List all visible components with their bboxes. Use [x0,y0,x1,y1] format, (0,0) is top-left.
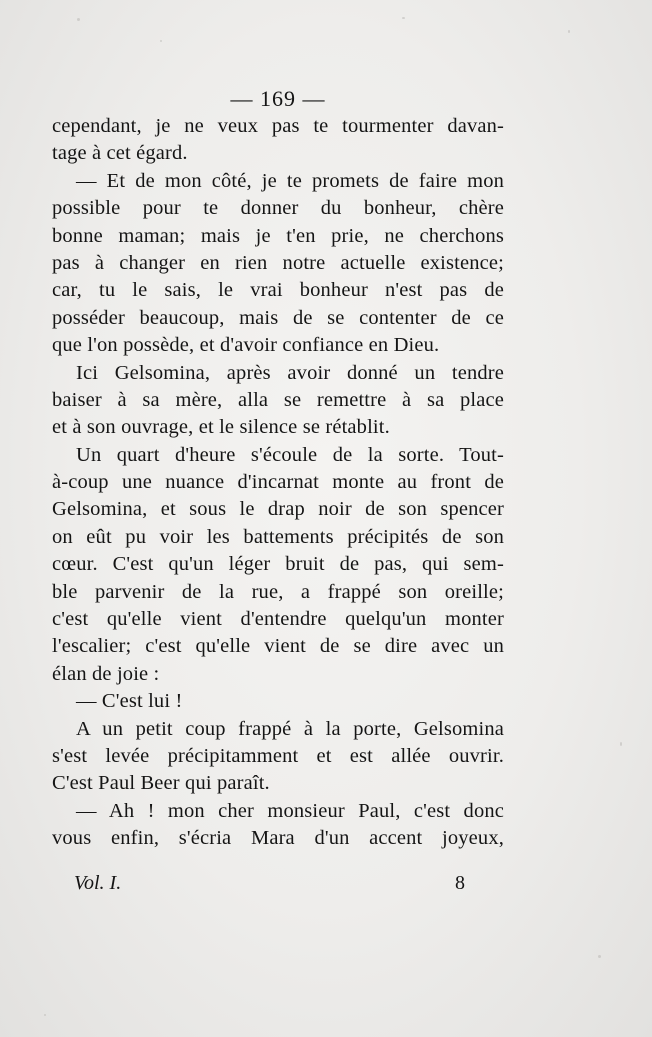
page-number: — 169 — [230,86,326,111]
text-line: bonne maman; mais je t'en prie, ne cherchons [52,224,504,247]
text-line: car, tu le sais, le vrai bonheur n'est pas de [52,279,504,302]
text-line: C'est Paul Beer qui paraît. [52,772,270,795]
paper-speck [620,742,622,746]
paper-speck [598,955,601,958]
text-line: que l'on possède, et d'avoir confiance en Dieu. [52,334,440,357]
paper-speck [44,1014,46,1016]
text-line: cœur. C'est qu'un léger bruit de pas, qui sem- [52,553,504,576]
text-line: Un quart d'heure s'écoule de la sorte. Tout- [76,443,504,466]
text-line: A un petit coup frappé à la porte, Gelsomina [76,717,504,740]
text-line: c'est qu'elle vient d'entendre quelqu'un monter [52,608,504,631]
text-line: et à son ouvrage, et le silence se rétablit. [52,416,390,439]
text-line: — Ah ! mon cher monsieur Paul, c'est donc [76,799,504,822]
text-line: l'escalier; c'est qu'elle vient de se dire avec un [52,635,504,658]
paragraph-lines [52,113,504,853]
paper-speck [568,30,570,33]
text-line: posséder beaucoup, mais de se contenter de ce [52,306,504,329]
text-line: Gelsomina, et sous le drap noir de son spencer [52,498,504,521]
text-line: s'est levée précipitamment et est allée ouvrir. [52,744,504,767]
text-line: à-coup une nuance d'incarnat monte au front de [52,471,504,494]
text-line: baiser à sa mère, alla se remettre à sa place [52,388,504,411]
page-text [52,86,504,853]
text-line: on eût pu voir les battements précipités de son [52,525,504,548]
volume-label: Vol. I. [74,872,122,894]
text-line: pas à changer en rien notre actuelle existence; [52,251,504,274]
signature-mark: 8 [455,872,465,894]
text-line: tage à cet égard. [52,142,188,165]
paper-speck [160,40,162,42]
text-line: cependant, je ne veux pas te tourmenter davan- [52,115,504,137]
text-line: vous enfin, s'écria Mara d'un accent joyeux, [52,827,504,850]
text-line: Ici Gelsomina, après avoir donné un tendre [76,361,504,384]
paper-speck [77,18,80,21]
text-line: élan de joie : [52,662,160,685]
text-line: — C'est lui ! [76,690,183,713]
text-line: possible pour te donner du bonheur, chère [52,197,504,220]
text-line: — Et de mon côté, je te promets de faire mon [76,169,504,192]
paper-speck [402,17,405,19]
text-line: ble parvenir de la rue, a frappé son oreille; [52,580,504,603]
